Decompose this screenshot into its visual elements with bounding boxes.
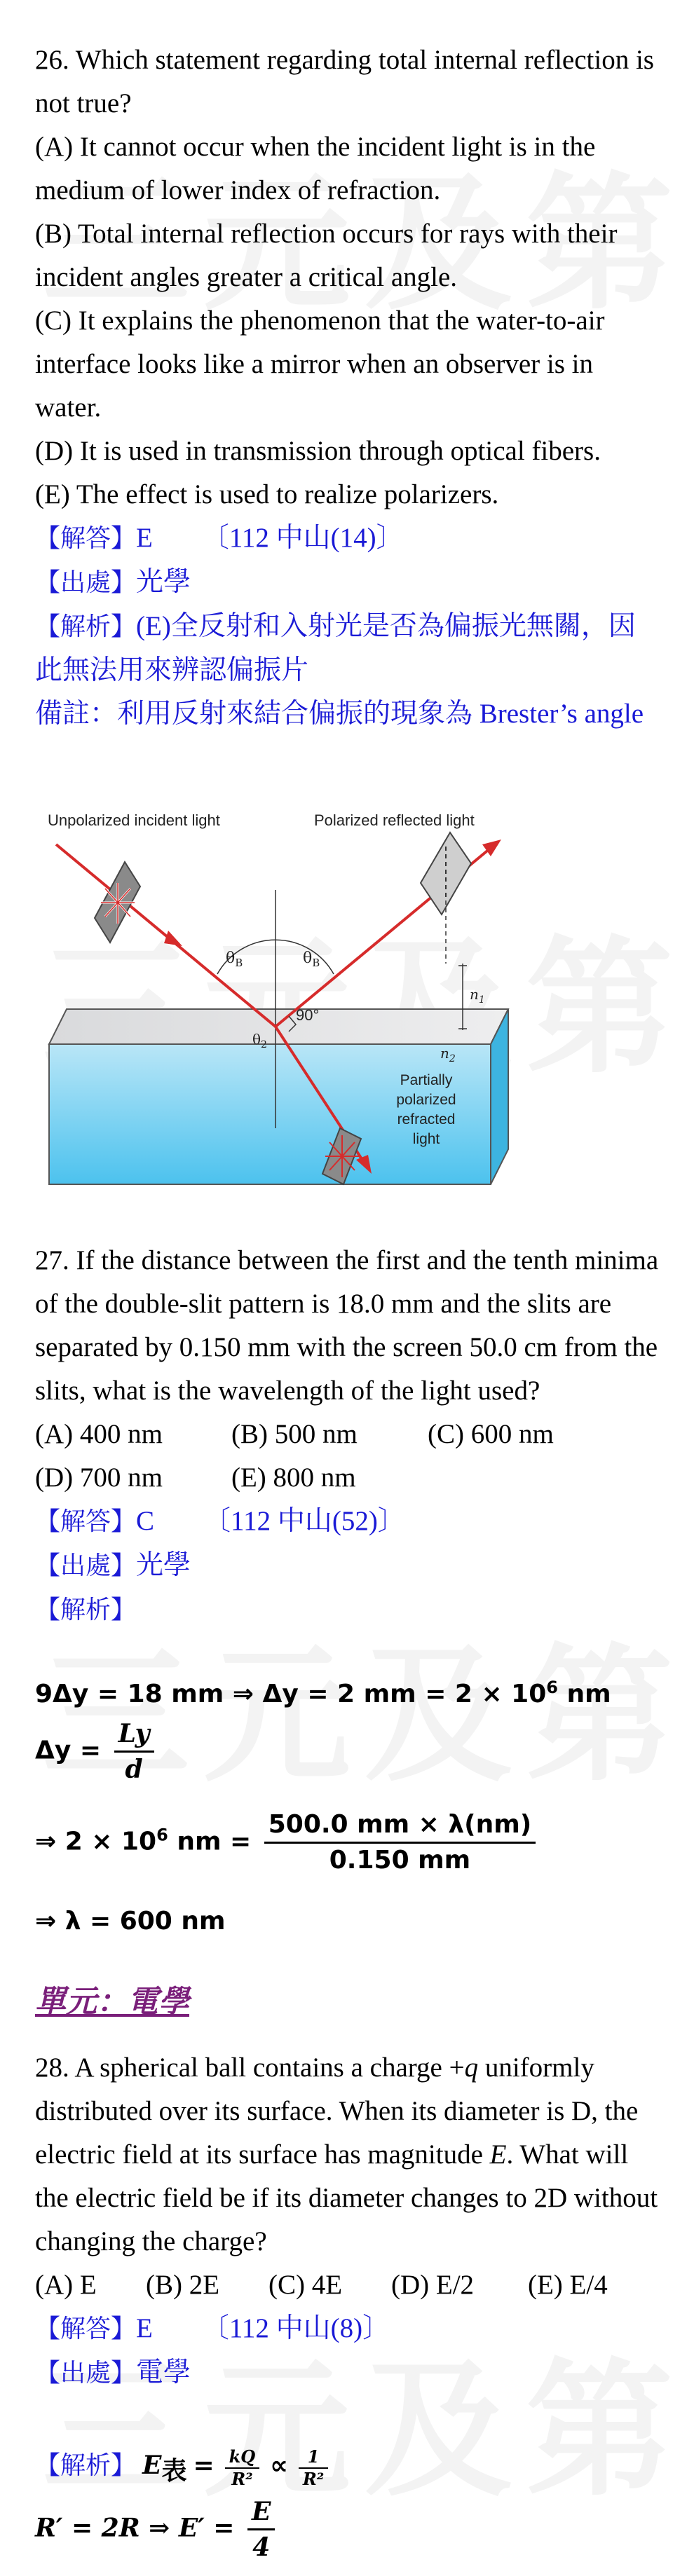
q27-equation-1: 9Δy = 18 mm ⇒ Δy = 2 mm = $2 \times 10^6$ nm (35, 1678, 611, 1708)
source-line (35, 561, 659, 605)
question-28 (35, 2046, 659, 2395)
label-theta-b-right: θ (303, 950, 313, 967)
source-value: 光學 (136, 1550, 191, 1580)
question-26 (35, 39, 659, 736)
answer-line (35, 2307, 659, 2351)
option-d: (D) 700 nm (35, 1462, 163, 1493)
source-tag: 【出處】 (35, 568, 137, 597)
option-b: (B) Total internal reflection occurs for rays with their incident angles greater a critical angle. (35, 219, 618, 292)
label-90: 90° (296, 1006, 320, 1024)
answer-source: 〔112 中山(8)〕 (201, 2313, 390, 2343)
analysis-text: (E)全反射和入射光是否為偏振光無關，因此無法用來辨認偏振片 (35, 611, 636, 685)
option-a: (A) It cannot occur when the incident light is in the medium of lower index of refraction. (35, 132, 596, 205)
options-row-2 (35, 1456, 659, 1500)
note-line: 備註：利用反射來結合偏振的現象為 Brester’s angle (35, 699, 644, 729)
question-stem: 26. Which statement regarding total internal reflection is not true? (35, 45, 654, 118)
option-a: (A) 400 nm (35, 1419, 163, 1449)
svg-text:n1: $n_1$ (470, 986, 485, 1006)
analysis-tag: 【解析】 (35, 2451, 137, 2480)
option-c: (C) 4E (268, 2270, 343, 2300)
label-unpolarized: Unpolarized incident light (48, 811, 220, 829)
question-27 (35, 1239, 659, 1632)
brewster-angle-figure (42, 806, 519, 1198)
label-theta-b-left: θ (226, 950, 236, 967)
analysis-line (35, 605, 659, 692)
medium-top-surface (49, 1009, 508, 1044)
answer-value: E (136, 523, 153, 553)
answer-source: 〔112 中山(14)〕 (201, 523, 404, 553)
svg-text:θB: $\theta_B$ (226, 950, 243, 969)
analysis-tag: 【解析】 (35, 1596, 137, 1624)
q28-equation-2: R′ = 2R ⇒ E′ = $\frac{E}{4}$ (35, 2495, 279, 2564)
label-polarized: Polarized reflected light (314, 811, 475, 829)
label-partial-2: polarized (396, 1092, 456, 1108)
answer-tag: 【解答】 (35, 2315, 137, 2343)
q27-equation-3: ⇒ $2 \times 10^6$ nm = $\frac{500.0 mm \times \lambda(nm)}{0.150 mm}$ (35, 1808, 540, 1877)
option-b: (B) 2E (146, 2270, 220, 2300)
question-stem: 27. If the distance between the first and the tenth minima of the double-slit pattern is 18.0 mm and the slits are separated by 0.150 mm with the screen 50.0 cm from the slits, what is the wavelength of the light used? (35, 1245, 659, 1406)
answer-line (35, 1500, 659, 1544)
label-partial-1: Partially (400, 1072, 453, 1088)
answer-source: 〔112 中山(52)〕 (203, 1506, 405, 1536)
label-n2: n (440, 1045, 449, 1062)
incident-arrow (164, 931, 182, 946)
analysis-tag: 【解析】 (35, 612, 137, 641)
option-c: (C) It explains the phenomenon that the water-to-air interface looks like a mirror when an observer is in water. (35, 306, 605, 423)
option-d: (D) It is used in transmission through optical fibers. (35, 436, 601, 466)
option-a: (A) E (35, 2270, 97, 2300)
answer-tag: 【解答】 (35, 1507, 137, 1536)
svg-text:θB: $\theta_B$ (303, 950, 320, 969)
source-value: 光學 (136, 567, 191, 597)
source-line (35, 1544, 659, 1588)
q27-equation-4: ⇒ λ = 600 nm (35, 1907, 226, 1936)
answer-tag: 【解答】 (35, 524, 137, 553)
option-e: (E) 800 nm (231, 1462, 356, 1493)
option-e: (E) E/4 (528, 2270, 608, 2300)
source-line (35, 2351, 659, 2395)
label-partial-3: refracted (397, 1111, 456, 1128)
q28-analysis-line: 【解析】 $E_表$ = $\frac{kQ}{\text{R²}}$ ∝ $\frac{1}{\text{R²}}$ (35, 2446, 332, 2490)
options-row-1 (35, 1413, 659, 1456)
option-c: (C) 600 nm (428, 1419, 554, 1449)
analysis-line (35, 1588, 659, 1632)
answer-value: C (136, 1506, 155, 1536)
label-n1: n (470, 986, 479, 1003)
label-theta-2: θ (252, 1031, 261, 1048)
label-partial-4: light (412, 1131, 440, 1147)
option-e: (E) The effect is used to realize polarizers. (35, 479, 499, 509)
option-d: (D) E/2 (391, 2270, 475, 2300)
unit-title: 單元：電學 (35, 1984, 189, 2020)
source-tag: 【出處】 (35, 1551, 137, 1580)
question-stem: 28. A spherical ball contains a charge +q uniformly distributed over its surface. When its diameter is D, the electric field at its surface has magnitude E. What will the electric field be if its diameter changes to 2D without changing the charge? (35, 2053, 658, 2256)
svg-text:n2: $n_2$ (440, 1045, 456, 1064)
source-tag: 【出處】 (35, 2359, 137, 2387)
options-row (35, 2263, 659, 2307)
q27-equation-2: Δy = $\frac{Ly}{d}$ (35, 1717, 158, 1786)
answer-value: E (136, 2313, 153, 2343)
answer-line (35, 516, 659, 561)
source-value: 電學 (136, 2357, 191, 2387)
svg-text:θ2: $\theta_2$ (252, 1031, 267, 1050)
incident-ray (56, 844, 276, 1027)
option-b: (B) 500 nm (231, 1419, 358, 1449)
